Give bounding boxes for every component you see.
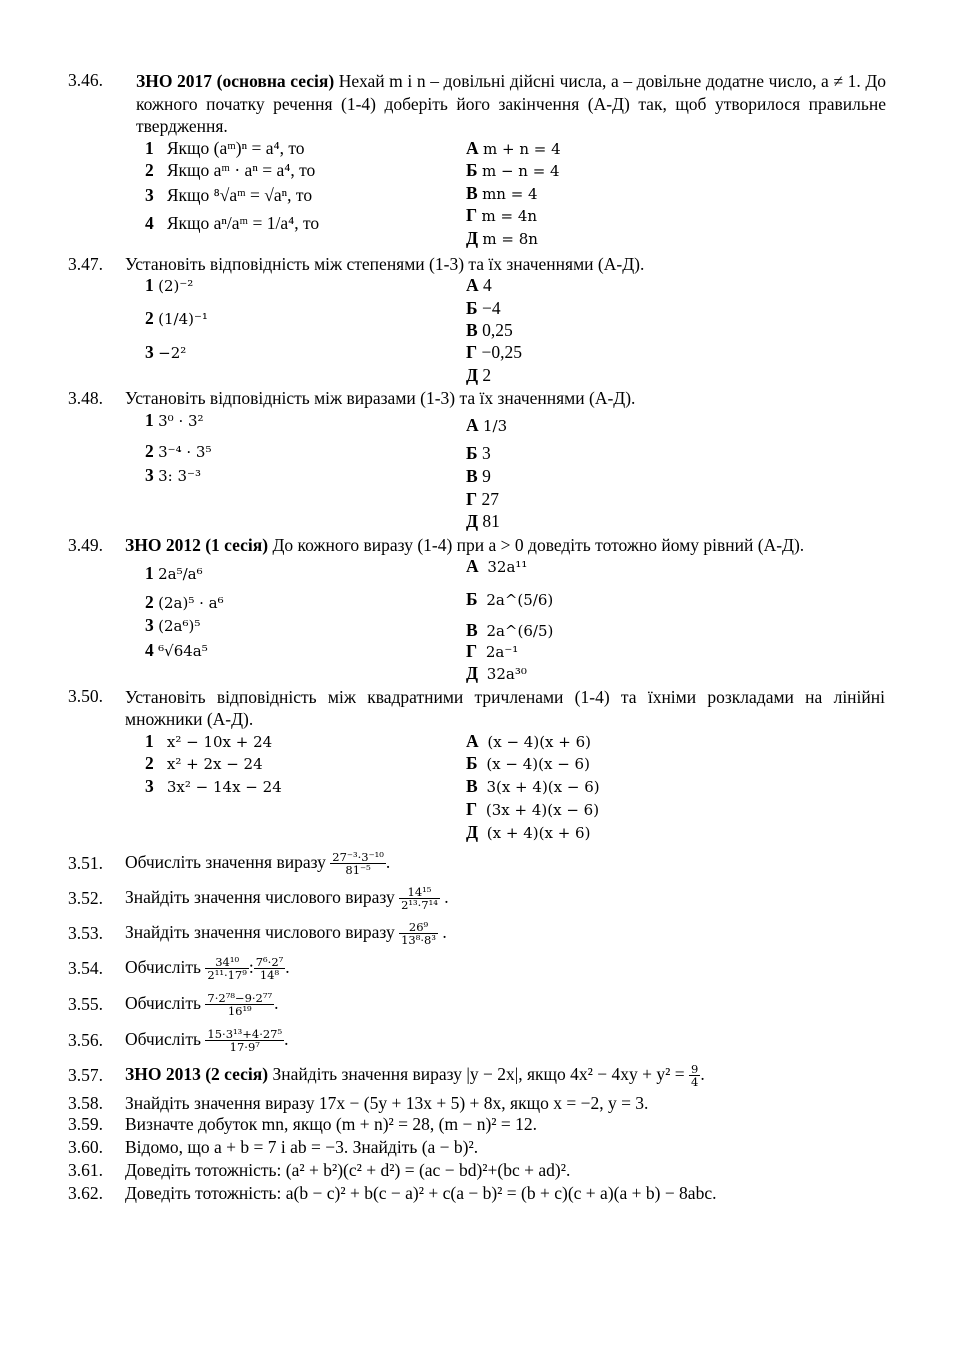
problem-text: Обчисліть $\frac{\text{15·3¹³+4·27⁵}}{\text{17·9⁷}}$ . — [125, 1027, 289, 1055]
left-item: 2 (1/4)⁻¹ — [145, 308, 208, 328]
problem-number: 3.55. — [68, 994, 103, 1014]
right-item: Б −4 — [466, 298, 501, 318]
left-item: 4 ⁶√64a⁵ — [145, 640, 208, 660]
right-item: А 4 — [466, 275, 492, 295]
fraction: $\frac{\text{34¹⁰}}{\text{2¹¹·17⁹}}$ — [207, 955, 247, 983]
right-item: Б m − n = 4 — [466, 160, 560, 180]
problem-text: Установіть відповідність між квадратними тричленами (1-4) та їхніми розкладами на лінійні множники (А-Д). — [125, 687, 885, 729]
right-item: Б 3 — [466, 443, 491, 463]
right-item: А m + n = 4 — [466, 138, 561, 158]
right-item: А (x − 4)(x + 6) — [466, 731, 592, 751]
problem-text: Доведіть тотожність: a(b − c)² + b(c − a)² + c(a − b)² = (b + c)(c + a)(a + b) − 8abc. — [125, 1183, 717, 1203]
right-item: А 1/3 — [466, 415, 508, 435]
right-item: В mn = 4 — [466, 183, 538, 203]
right-item: Д 32a³⁰ — [466, 663, 527, 683]
problem-text: Обчисліть значення виразу $\frac{\text{27⁻³·3⁻¹⁰}}{\text{81⁻⁵}}$ . — [125, 850, 391, 878]
fraction: $\frac{\text{27⁻³·3⁻¹⁰}}{\text{81⁻⁵}}$ — [332, 850, 384, 878]
left-item: 3 −2² — [145, 342, 187, 362]
right-item: Б 2a^(5/6) — [466, 589, 554, 609]
problem-number: 3.46. — [68, 70, 103, 90]
left-item: 3 Якщо ⁸√aᵐ = √aⁿ, то — [145, 185, 313, 205]
problem-number: 3.47. — [68, 254, 103, 274]
problem-text: Обчисліть $\frac{\text{7·2⁷⁸−9·2⁷⁷}}{\text{16¹⁹}}$ . — [125, 991, 279, 1019]
exam-source: ЗНО 2017 (основна сесія) — [136, 71, 335, 91]
left-item: 4 Якщо aⁿ/aᵐ = 1/a⁴, то — [145, 213, 320, 233]
left-item: 1 2a⁵/a⁶ — [145, 563, 203, 583]
problem-text — [136, 70, 886, 138]
problem-number: 3.56. — [68, 1030, 103, 1050]
exam-source: ЗНО 2013 (2 сесія) — [125, 1064, 269, 1084]
fraction: $\frac{9}{4}$ — [691, 1062, 699, 1090]
fraction: $\frac{\text{7·2⁷⁸−9·2⁷⁷}}{\text{16¹⁹}}$ — [207, 991, 273, 1019]
right-item: Г 2a⁻¹ — [466, 641, 519, 661]
problem-number: 3.62. — [68, 1183, 103, 1203]
exam-source: ЗНО 2012 (1 сесія) — [125, 535, 269, 555]
problem-text: Відомо, що a + b = 7 і ab = −3. Знайдіть (a − b)². — [125, 1137, 479, 1157]
left-item: 2 3⁻⁴ · 3⁵ — [145, 441, 212, 461]
fraction: $\frac{\text{14¹⁵}}{\text{2¹³·7¹⁴}}$ — [401, 885, 438, 913]
left-item: 1 3⁰ · 3² — [145, 410, 204, 430]
problem-number: 3.58. — [68, 1093, 103, 1113]
problem-number: 3.54. — [68, 958, 103, 978]
left-item: 1 (2)⁻² — [145, 275, 194, 295]
right-item: Д (x + 4)(x + 6) — [466, 822, 591, 842]
fraction: $\frac{\text{15·3¹³+4·27⁵}}{\text{17·9⁷}}$ — [207, 1027, 283, 1055]
problem-text: ЗНО 2013 (2 сесія) Знайдіть значення виразу |y − 2x|, якщо 4x² − 4xy + y² = $\frac{9}{4}$ . — [125, 1062, 705, 1090]
problem-number: 3.48. — [68, 388, 103, 408]
problem-number: 3.57. — [68, 1065, 103, 1085]
right-item: В 3(x + 4)(x − 6) — [466, 776, 600, 796]
fraction: $\frac{\text{7⁶·2⁷}}{\text{14⁸}}$ — [255, 955, 284, 983]
right-item: Д 2 — [466, 365, 492, 385]
right-item: В 0,25 — [466, 320, 513, 340]
problem-text: Установіть відповідність між степенями (1-3) та їх значеннями (А-Д). — [125, 254, 645, 274]
problem-number: 3.60. — [68, 1137, 103, 1157]
left-item: 3 3x² − 14x − 24 — [145, 776, 282, 796]
right-item: В 9 — [466, 466, 491, 486]
problem-text: Установіть відповідність між виразами (1-3) та їх значеннями (А-Д). — [125, 388, 636, 408]
right-item: В 2a^(6/5) — [466, 620, 554, 640]
problem-text: Знайдіть значення числового виразу $\frac{\text{26⁹}}{\text{13⁸·8³}}$ . — [125, 920, 447, 948]
right-item: Г (3x + 4)(x − 6) — [466, 799, 600, 819]
problem-number: 3.53. — [68, 923, 103, 943]
right-item: Д m = 8n — [466, 228, 538, 248]
right-item: Б (x − 4)(x − 6) — [466, 753, 590, 773]
left-item: 1 Якщо (aᵐ)ⁿ = a⁴, то — [145, 138, 305, 158]
left-item: 2 Якщо aᵐ · aⁿ = a⁴, то — [145, 160, 316, 180]
problem-number: 3.52. — [68, 888, 103, 908]
problem-text: Знайдіть значення виразу 17x − (5y + 13x + 5) + 8x, якщо x = −2, y = 3. — [125, 1093, 649, 1113]
left-item: 2 (2a)⁵ · a⁶ — [145, 592, 224, 612]
problem-text — [125, 535, 804, 556]
problem-text: Обчисліть $\frac{\text{34¹⁰}}{\text{2¹¹·17⁹}}$ : $\frac{\text{7⁶·2⁷}}{\text{14⁸}}$ . — [125, 955, 290, 983]
left-item: 2 x² + 2x − 24 — [145, 753, 263, 773]
problem-number: 3.50. — [68, 686, 103, 706]
problem-statement: До кожного виразу (1-4) при a > 0 доведіть тотожно йому рівний (А-Д). — [268, 535, 805, 555]
problem-text: Доведіть тотожність: (a² + b²)(c² + d²) = (ac − bd)²+(bc + ad)². — [125, 1160, 571, 1180]
right-item: Г −0,25 — [466, 342, 523, 362]
left-item: 1 x² − 10x + 24 — [145, 731, 273, 751]
problem-number: 3.59. — [68, 1114, 103, 1134]
problem-number: 3.51. — [68, 853, 103, 873]
problem-number: 3.61. — [68, 1160, 103, 1180]
left-item: 3 3: 3⁻³ — [145, 465, 201, 485]
right-item: Г 27 — [466, 489, 500, 509]
fraction: $\frac{\text{26⁹}}{\text{13⁸·8³}}$ — [401, 920, 436, 948]
right-item: Д 81 — [466, 511, 500, 531]
problem-statement: Нехай m і n – довільні дійсні числа, a – довільне додатне число, a ≠ 1. До кожного початку речення (1-4) доберіть його закінчення (А-Д) так, щоб утворилося правильне твердження. — [136, 71, 887, 136]
problem-text: Знайдіть значення числового виразу $\frac{\text{14¹⁵}}{\text{2¹³·7¹⁴}}$ . — [125, 885, 449, 913]
left-item: 3 (2a⁶)⁵ — [145, 615, 201, 635]
problem-text: Визначте добуток mn, якщо (m + n)² = 28, (m − n)² = 12. — [125, 1114, 538, 1134]
problem-number: 3.49. — [68, 535, 103, 555]
right-item: Г m = 4n — [466, 205, 538, 225]
right-item: А 32a¹¹ — [466, 556, 528, 576]
